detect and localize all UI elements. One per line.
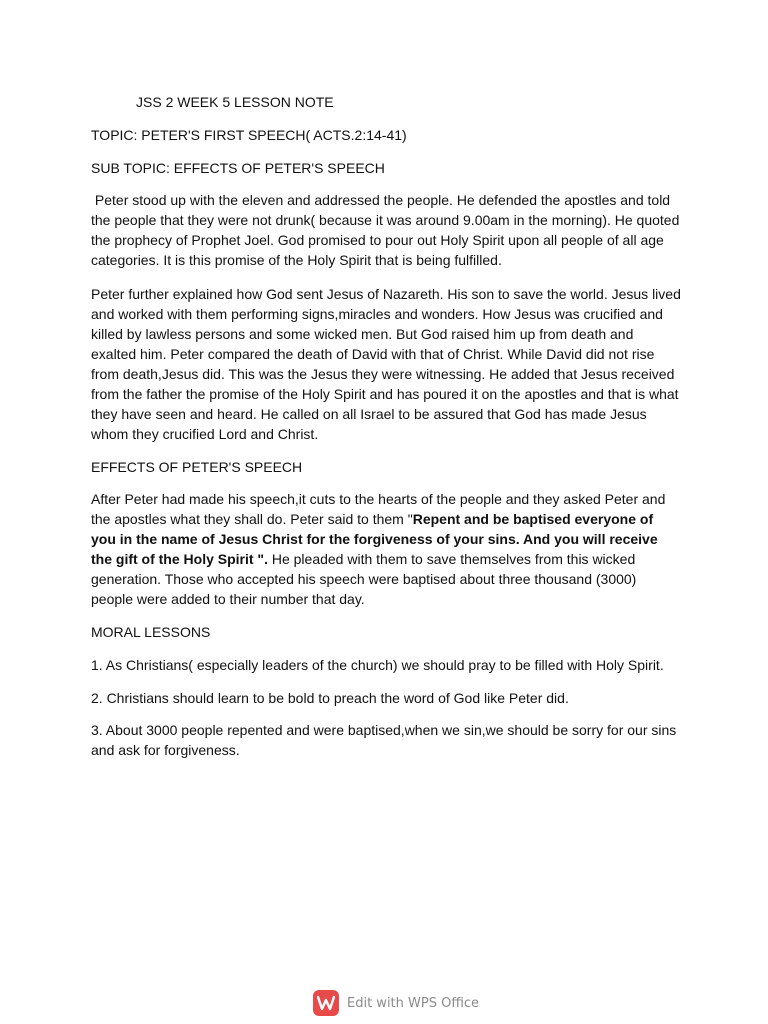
effects-heading: EFFECTS OF PETER'S SPEECH	[91, 459, 303, 475]
paragraph-3-end: He pleaded with them to save themselves from this wicked generation. Those who accepted his speech were baptised about three thousand (3000) people were added to their number that day.	[91, 551, 637, 607]
wps-w-icon	[313, 990, 339, 1016]
paragraph-3-quote: Repent and be baptised everyone of you in the name of Jesus Christ for the forgiveness of your sins. And you will receive the gift of the Holy Spirit ".	[91, 511, 658, 567]
topic-line: TOPIC: PETER'S FIRST SPEECH( ACTS.2:14-41)	[91, 127, 407, 143]
lesson-item-2: 2. Christians should learn to be bold to preach the word of God like Peter did.	[91, 690, 569, 706]
paragraph-1: Peter stood up with the eleven and addressed the people. He defended the apostles and told the people that they were not drunk( because it was around 9.00am in the morning). He quoted the prophecy of Prophet Joel. God promised to pour out Holy Spirit upon all people of all age categories. It is this promise of the Holy Spirit that is being fulfilled.	[91, 192, 684, 268]
paragraph-2: Peter further explained how God sent Jesus of Nazareth. His son to save the world. Jesus lived and worked with them performing signs,miracles and wonders. How Jesus was crucified and killed by lawless persons and some wicked men. But God raised him up from death and exalted him. Peter compared the death of David with that of Christ. While David did not rise from death,Jesus did. This was the Jesus they were witnessing. He added that Jesus received from the father the promise of the Holy Spirit and has poured it on the apostles and that is what they have seen and heard. He called on all Israel to be assured that God has made Jesus whom they crucified Lord and Christ.	[91, 286, 681, 442]
wps-edit-banner[interactable]	[313, 988, 479, 1018]
moral-lessons-heading: MORAL LESSONS	[91, 624, 211, 640]
lesson-item-1: 1. As Christians( especially leaders of the church) we should pray to be filled with Holy Spirit.	[91, 657, 664, 673]
lesson-item-3: 3. About 3000 people repented and were baptised,when we sin,we should be sorry for our sins and ask for forgiveness.	[91, 722, 677, 758]
paragraph-3	[91, 489, 681, 609]
paragraph-3-start: After Peter had made his speech,it cuts to the hearts of the people and they asked Peter and the apostles what they shall do. Peter said to them "	[91, 491, 666, 527]
wps-edit-label[interactable]: Edit with WPS Office	[347, 995, 480, 1011]
subtopic-line: SUB TOPIC: EFFECTS OF PETER'S SPEECH	[91, 160, 385, 176]
document-title: JSS 2 WEEK 5 LESSON NOTE	[136, 94, 334, 110]
